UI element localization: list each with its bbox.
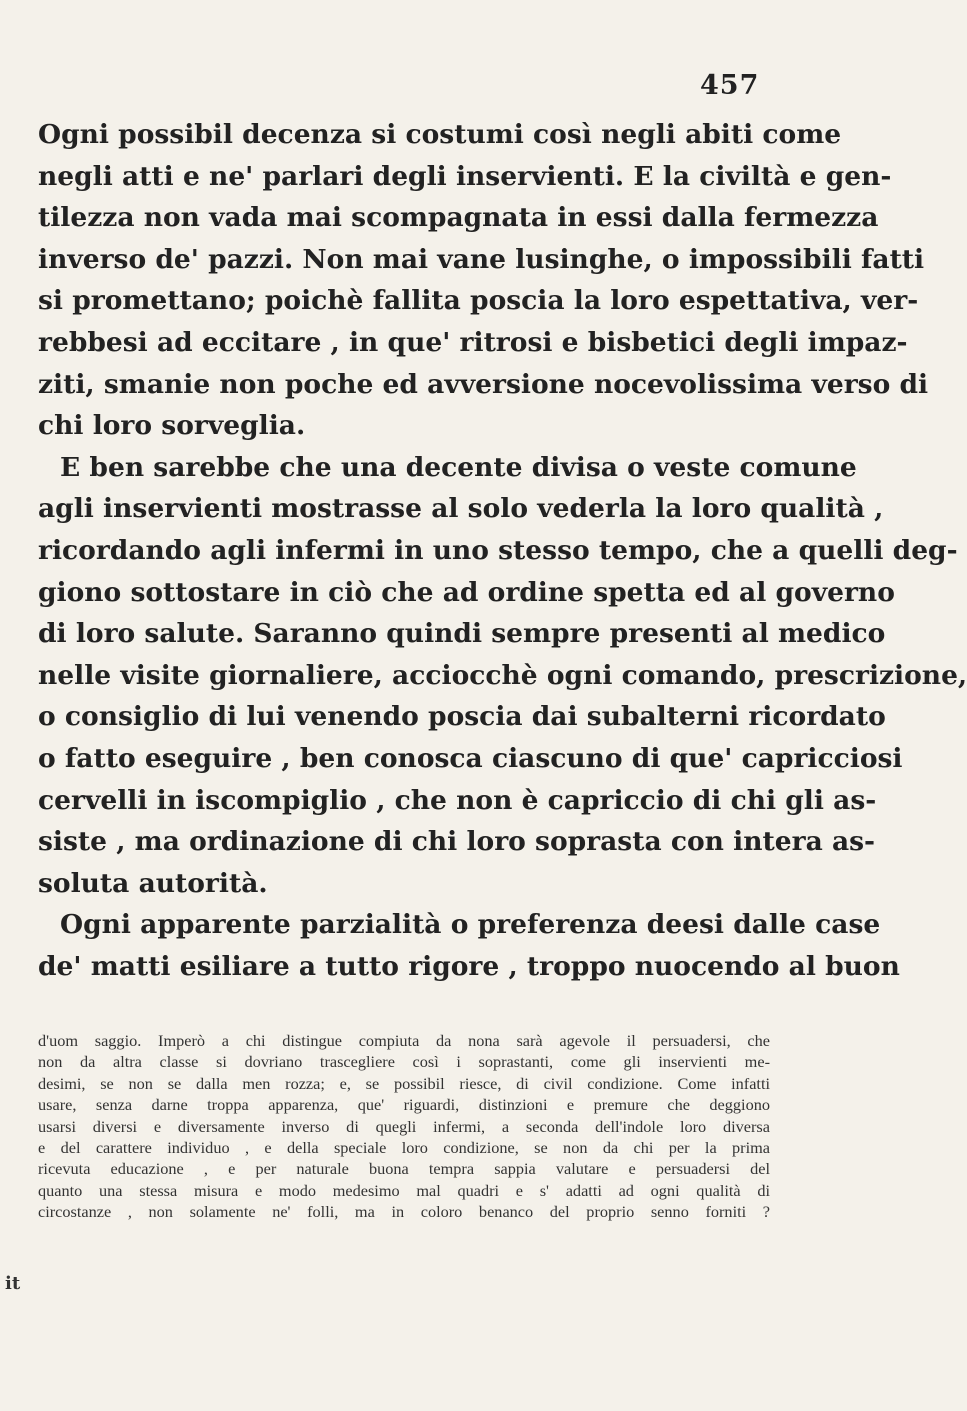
text-line: cervelli in iscompiglio , che non è capriccio di chi gli as- — [38, 784, 877, 816]
text-line: o consiglio di lui venendo poscia dai subalterni ricordato — [38, 701, 886, 733]
footnote-line: d'uom saggio. Imperò a chi distingue compiuta da nona sarà agevole il persuadersi, che — [38, 1031, 770, 1050]
footnote-line: usarsi diversi e diversamente inverso di quegli infermi, a seconda dell'indole loro diversa — [38, 1116, 770, 1136]
text-line: de' matti esiliare a tutto rigore , troppo nuocendo al buon — [38, 950, 900, 982]
text-line: giono sottostare in ciò che ad ordine spetta ed al governo — [38, 576, 895, 608]
text-line: Ogni apparente parzialità o preferenza deesi dalle case — [60, 909, 881, 941]
text-line: si promettano; poichè fallita poscia la loro espettativa, ver- — [38, 285, 919, 317]
text-line: inverso de' pazzi. Non mai vane lusinghe, o impossibili fatti — [38, 243, 925, 275]
text-line: negli atti e ne' parlari degli inservienti. E la civiltà e gen- — [38, 160, 892, 192]
text-line: E ben sarebbe che una decente divisa o veste comune — [60, 451, 857, 483]
footnote-line: circostanze , non solamente ne' folli, ma in coloro benanco del proprio senno forniti ? — [38, 1202, 770, 1222]
text-line: agli inservienti mostrasse al solo vederla la loro qualità , — [38, 493, 884, 525]
text-line: Ogni possibil decenza si costumi così negli abiti come — [38, 119, 842, 150]
footnote-line: e del carattere individuo , e della speciale loro condizione, se non da chi per la prima — [38, 1137, 770, 1157]
footnote-line: non da altra classe si dovriano trascegliere così i soprastanti, come gli inservienti me- — [38, 1052, 770, 1072]
text-line: chi loro sorveglia. — [38, 410, 306, 442]
footnote-line: ricevuta educazione , e per naturale buona tempra sappia valutare e persuadersi del — [38, 1159, 770, 1179]
page-number: 457 — [700, 70, 760, 101]
footnote-line: quanto una stessa misura e modo medesimo mal quadri e s' adatti ad ogni qualità di — [38, 1180, 770, 1200]
text-line: nelle visite giornaliere, acciocchè ogni comando, prescrizione, — [38, 659, 967, 691]
text-line: tilezza non vada mai scompagnata in essi dalla fermezza — [38, 202, 879, 234]
text-line: soluta autorità. — [38, 867, 268, 899]
body-text — [38, 114, 967, 987]
footnote — [38, 1030, 770, 1223]
text-line: ricordando agli infermi in uno stesso tempo, che a quelli deg- — [38, 534, 958, 566]
footnote-line: usare, senza darne troppa apparenza, que' riguardi, distinzioni e premure che deggiono — [38, 1095, 770, 1115]
footnote-line: desimi, se non se dalla men rozza; e, se possibil riesce, di civil condizione. Come infatti — [38, 1073, 770, 1093]
text-line: siste , ma ordinazione di chi loro soprasta con intera as- — [38, 826, 876, 858]
text-line: o fatto eseguire , ben conosca ciascuno di que' capricciosi — [38, 742, 903, 774]
text-line: ziti, smanie non poche ed avversione nocevolissima verso di — [38, 368, 929, 400]
text-line: di loro salute. Saranno quindi sempre presenti al medico — [38, 618, 886, 650]
margin-mark: it — [5, 1273, 21, 1294]
text-line: rebbesi ad eccitare , in que' ritrosi e bisbetici degli impaz- — [38, 326, 908, 358]
